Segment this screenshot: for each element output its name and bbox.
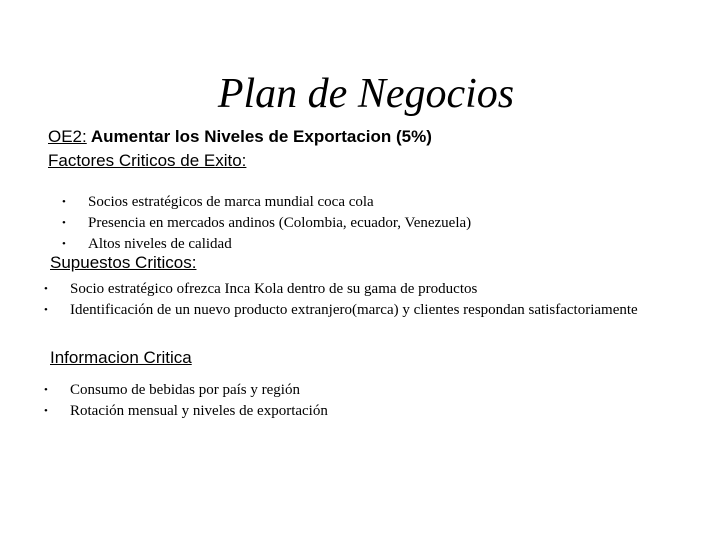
list-item [62,234,688,255]
bullet-icon: • [44,283,48,295]
factores-list [62,192,688,255]
list-item-text: Identificación de un nuevo producto extranjero(marca) y clientes respondan satisfactoriamente [70,302,638,318]
informacion-heading: Informacion Critica [50,348,192,367]
objective-line [48,127,432,147]
list-item-text: Socios estratégicos de marca mundial coca cola [88,194,374,210]
bullet-icon: • [62,217,66,229]
bullet-icon: • [44,384,48,396]
supuestos-list [44,279,674,321]
list-item [44,380,670,401]
objective-code: OE2: [48,127,87,146]
page-title: Plan de Negocios [217,71,515,117]
list-item-text: Socio estratégico ofrezca Inca Kola dentro de su gama de productos [70,281,478,297]
bullet-icon: • [62,196,66,208]
factores-heading: Factores Criticos de Exito: [48,151,247,170]
bullet-icon: • [62,238,66,250]
list-item [62,192,688,213]
list-item-text: Rotación mensual y niveles de exportación [70,403,328,419]
list-item [62,213,688,234]
list-item-text: Altos niveles de calidad [88,236,232,252]
list-item [44,279,674,300]
informacion-list [44,380,670,422]
supuestos-heading: Supuestos Criticos: [50,253,197,272]
objective-text: Aumentar los Niveles de Exportacion (5%) [86,127,432,146]
bullet-icon: • [44,405,48,417]
list-item-text: Presencia en mercados andinos (Colombia, ecuador, Venezuela) [88,215,472,231]
bullet-icon: • [44,304,48,316]
list-item-text: Consumo de bebidas por país y región [70,382,300,398]
list-item [44,401,670,422]
list-item [44,300,674,321]
